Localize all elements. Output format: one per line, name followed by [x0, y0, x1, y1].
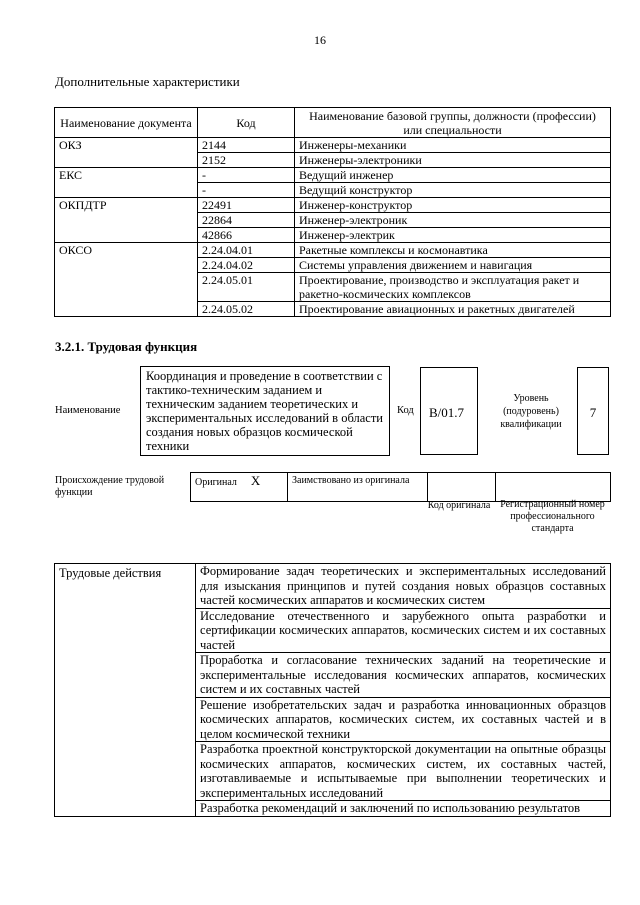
name-cell: Системы управления движением и навигация [295, 258, 611, 273]
table-row [55, 198, 611, 213]
borrowed-cell: Заимствовано из оригинала [288, 473, 428, 502]
header-code: Код [198, 108, 295, 138]
qualification-level-label: Уровень (подуровень) квалификации [500, 393, 562, 430]
code-cell: 2152 [198, 153, 295, 168]
labor-action-item: Проработка и согласование технических заданий на теоретические и экспериментальные исследования космических аппаратов, космических систем и их составных частей [196, 653, 611, 698]
code-cell: - [198, 168, 295, 183]
page-number: 16 [314, 33, 326, 47]
table-row [55, 564, 611, 609]
code-cell: - [198, 183, 295, 198]
registration-number-label: Регистрационный номер профессионального стандарта [500, 499, 605, 534]
code-cell: 2.24.05.02 [198, 302, 295, 317]
name-cell: Проектирование авиационных и ракетных двигателей [295, 302, 611, 317]
code-cell: 42866 [198, 228, 295, 243]
name-cell: Инженер-электроник [295, 213, 611, 228]
table-row [55, 138, 611, 153]
code-cell: 2144 [198, 138, 295, 153]
code-cell: 22491 [198, 198, 295, 213]
code-cell: 22864 [198, 213, 295, 228]
original-cell [191, 473, 288, 502]
registration-number-cell [496, 473, 611, 502]
header-doc-name: Наименование документа [55, 108, 198, 138]
origin-label: Происхождение трудовой функции [55, 475, 165, 498]
labor-action-item: Формирование задач теоретических и экспериментальных исследований для изыскания принципов и путей создания новых образцов составных частей космических аппаратов и космических систем [196, 564, 611, 609]
table-row [55, 168, 611, 183]
original-mark: X [250, 473, 261, 488]
table-row [55, 243, 611, 258]
section-title: 3.2.1. Трудовая функция [55, 339, 198, 354]
original-label: Оригинал [195, 477, 237, 488]
original-code-label: Код оригинала [427, 500, 491, 511]
table-header-row [55, 108, 611, 138]
labor-actions-table [54, 563, 611, 817]
doc-cell: ОКЗ [55, 138, 198, 168]
name-cell: Инженеры-электроники [295, 153, 611, 168]
code-cell: 2.24.04.01 [198, 243, 295, 258]
additional-characteristics-heading: Дополнительные характеристики [55, 74, 240, 89]
additional-characteristics-table [54, 107, 611, 317]
labor-action-item: Разработка рекомендаций и заключений по использованию результатов [196, 801, 611, 817]
doc-cell: ОКПДТР [55, 198, 198, 243]
function-name-box: Координация и проведение в соответствии с тактико-техническим заданием и техническим заданием теоретических и экспериментальных исследований в области создания новых образцов космической техники [140, 366, 390, 456]
name-label: Наименование [55, 405, 121, 416]
qualification-level-box: 7 [577, 367, 609, 455]
origin-table [190, 472, 611, 502]
name-cell: Инженер-электрик [295, 228, 611, 243]
labor-action-item: Решение изобретательских задач и разработка инновационных образцов космических аппаратов, космических систем, их составных частей и в целом космической техники [196, 697, 611, 742]
name-cell: Ведущий инженер [295, 168, 611, 183]
code-cell: 2.24.05.01 [198, 273, 295, 302]
name-cell: Инженер-конструктор [295, 198, 611, 213]
header-group: Наименование базовой группы, должности (профессии) или специальности [295, 108, 611, 138]
name-cell: Инженеры-механики [295, 138, 611, 153]
doc-cell: ЕКС [55, 168, 198, 198]
name-cell: Проектирование, производство и эксплуатация ракет и ракетно-космических комплексов [295, 273, 611, 302]
labor-action-item: Исследование отечественного и зарубежного опыта разработки и сертификации космических аппаратов, космических систем и их составных частей [196, 608, 611, 653]
code-label: Код [397, 405, 414, 416]
labor-actions-label: Трудовые действия [55, 564, 196, 817]
labor-action-item: Разработка проектной конструкторской документации на опытные образцы космических аппаратов, космических систем, их составных частей, изготавливаемые и испытываемые при выполнении теоретических и экспериментальных исследований [196, 742, 611, 801]
code-value-box: В/01.7 [420, 367, 478, 455]
doc-cell: ОКСО [55, 243, 198, 317]
original-code-cell [428, 473, 496, 502]
code-cell: 2.24.04.02 [198, 258, 295, 273]
name-cell: Ведущий конструктор [295, 183, 611, 198]
name-cell: Ракетные комплексы и космонавтика [295, 243, 611, 258]
